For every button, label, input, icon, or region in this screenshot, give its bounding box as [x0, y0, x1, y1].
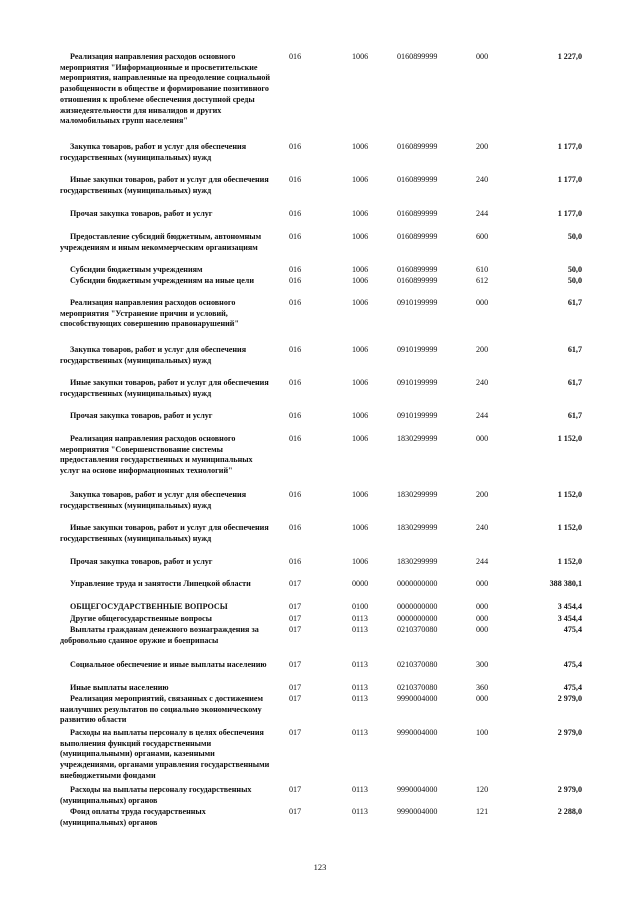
row-name: Управление труда и занятости Липецкой области [70, 579, 251, 588]
code-cs: 0160899999 [397, 52, 438, 61]
row-amount: 1 152,0 [557, 434, 582, 443]
row-name: Фонд оплаты труда государственных (муниципальных) органов [60, 807, 206, 827]
code-rz: 0113 [352, 728, 368, 737]
code-cs: 0000000000 [397, 579, 438, 588]
row-amount: 1 152,0 [557, 523, 582, 532]
code-cs: 1830299999 [397, 434, 438, 443]
code-rz: 0113 [352, 683, 368, 692]
code-ved: 016 [289, 265, 302, 274]
row-name: Реализация направления расходов основного мероприятия "Совершенствование системы предоставления государственных и муниципальных услуг на основе информационных технологий" [60, 434, 253, 476]
code-ved: 016 [289, 345, 302, 354]
code-ved: 016 [289, 378, 302, 387]
code-ved: 017 [289, 579, 302, 588]
code-rz: 1006 [352, 276, 369, 285]
code-rz: 1006 [352, 52, 369, 61]
code-rz: 1006 [352, 557, 369, 566]
code-vr: 200 [476, 345, 489, 354]
code-vr: 200 [476, 490, 489, 499]
row-amount: 50,0 [567, 276, 582, 285]
code-rz: 1006 [352, 265, 369, 274]
code-cs: 0160899999 [397, 276, 438, 285]
code-ved: 017 [289, 683, 302, 692]
row-amount: 61,7 [567, 411, 582, 420]
row-name: Закупка товаров, работ и услуг для обеспечения государственных (муниципальных) нужд [60, 490, 247, 510]
code-cs: 0000000000 [397, 602, 438, 611]
row-amount: 475,4 [563, 683, 582, 692]
row-name: Иные выплаты населению [70, 683, 169, 692]
code-rz: 1006 [352, 411, 369, 420]
code-cs: 0910199999 [397, 298, 438, 307]
code-vr: 610 [476, 265, 489, 274]
code-vr: 244 [476, 557, 489, 566]
code-ved: 016 [289, 232, 302, 241]
row-amount: 61,7 [567, 378, 582, 387]
row-amount: 475,4 [563, 660, 582, 669]
code-ved: 016 [289, 557, 302, 566]
row-amount: 2 288,0 [557, 807, 582, 816]
code-ved: 017 [289, 614, 302, 623]
code-ved: 016 [289, 52, 302, 61]
code-ved: 017 [289, 602, 302, 611]
row-name: Расходы на выплаты персоналу в целях обеспечения выполнения функций государственными (муниципальными) органами, казенными учреждениями, органами управления государственными внебюджетными фондами [60, 728, 270, 780]
code-rz: 1006 [352, 434, 369, 443]
row-amount: 1 227,0 [557, 52, 582, 61]
row-name: Прочая закупка товаров, работ и услуг [70, 557, 213, 566]
row-amount: 3 454,4 [557, 614, 582, 623]
code-vr: 000 [476, 625, 489, 634]
code-rz: 0113 [352, 660, 368, 669]
code-ved: 016 [289, 411, 302, 420]
row-amount: 1 177,0 [557, 142, 582, 151]
row-amount: 2 979,0 [557, 728, 582, 737]
code-cs: 0160899999 [397, 232, 438, 241]
row-name: Иные закупки товаров, работ и услуг для обеспечения государственных (муниципальных) нужд [60, 523, 269, 543]
code-cs: 0910199999 [397, 378, 438, 387]
row-name: Иные закупки товаров, работ и услуг для обеспечения государственных (муниципальных) нужд [60, 175, 269, 195]
row-name: Субсидии бюджетным учреждениям на иные цели [70, 276, 255, 285]
code-rz: 0113 [352, 807, 368, 816]
code-ved: 017 [289, 660, 302, 669]
code-cs: 0210370080 [397, 683, 438, 692]
code-rz: 1006 [352, 378, 369, 387]
code-cs: 9990004000 [397, 807, 438, 816]
row-name: Реализация направления расходов основного мероприятия "Информационные и просветительские мероприятия, направленные на преодоление социальной разобщенности в обществе и формирование позитивного отношения к проблеме обеспечения доступной среды жизнедеятельности для инвалидов и других маломобильных групп населения" [60, 52, 271, 126]
row-amount: 50,0 [567, 232, 582, 241]
code-vr: 240 [476, 378, 489, 387]
code-ved: 016 [289, 490, 302, 499]
code-ved: 016 [289, 523, 302, 532]
row-name: Предоставление субсидий бюджетным, автономным учреждениям и иным некоммерческим организациям [60, 232, 262, 252]
code-cs: 0160899999 [397, 265, 438, 274]
code-rz: 1006 [352, 142, 369, 151]
code-vr: 121 [476, 807, 489, 816]
code-vr: 200 [476, 142, 489, 151]
code-ved: 017 [289, 625, 302, 634]
code-vr: 100 [476, 728, 489, 737]
row-amount: 475,4 [563, 625, 582, 634]
code-rz: 1006 [352, 232, 369, 241]
code-cs: 0210370080 [397, 625, 438, 634]
row-amount: 1 152,0 [557, 490, 582, 499]
code-cs: 9990004000 [397, 728, 438, 737]
code-vr: 120 [476, 785, 489, 794]
row-amount: 50,0 [567, 265, 582, 274]
code-rz: 0113 [352, 785, 368, 794]
code-rz: 0113 [352, 625, 368, 634]
code-ved: 017 [289, 694, 302, 703]
code-rz: 1006 [352, 345, 369, 354]
row-amount: 388 380,1 [549, 579, 582, 588]
code-ved: 016 [289, 276, 302, 285]
code-vr: 000 [476, 434, 489, 443]
code-cs: 0910199999 [397, 411, 438, 420]
code-vr: 240 [476, 523, 489, 532]
code-cs: 0160899999 [397, 175, 438, 184]
code-vr: 244 [476, 411, 489, 420]
code-cs: 1830299999 [397, 557, 438, 566]
row-amount: 2 979,0 [557, 785, 582, 794]
code-cs: 1830299999 [397, 490, 438, 499]
code-rz: 1006 [352, 209, 369, 218]
row-amount: 1 177,0 [557, 209, 582, 218]
code-ved: 017 [289, 807, 302, 816]
code-cs: 0210370080 [397, 660, 438, 669]
code-cs: 9990004000 [397, 785, 438, 794]
code-rz: 0113 [352, 614, 368, 623]
code-vr: 600 [476, 232, 489, 241]
code-ved: 017 [289, 785, 302, 794]
code-cs: 0160899999 [397, 209, 438, 218]
row-amount: 61,7 [567, 298, 582, 307]
code-rz: 0113 [352, 694, 368, 703]
row-amount: 1 152,0 [557, 557, 582, 566]
row-name: ОБЩЕГОСУДАРСТВЕННЫЕ ВОПРОСЫ [70, 602, 228, 611]
code-rz: 0000 [352, 579, 369, 588]
code-ved: 016 [289, 434, 302, 443]
code-vr: 360 [476, 683, 489, 692]
row-name: Иные закупки товаров, работ и услуг для обеспечения государственных (муниципальных) нужд [60, 378, 269, 398]
code-cs: 0910199999 [397, 345, 438, 354]
code-ved: 017 [289, 728, 302, 737]
code-vr: 612 [476, 276, 489, 285]
row-amount: 61,7 [567, 345, 582, 354]
code-ved: 016 [289, 142, 302, 151]
row-amount: 1 177,0 [557, 175, 582, 184]
code-cs: 0000000000 [397, 614, 438, 623]
code-vr: 000 [476, 602, 489, 611]
code-cs: 1830299999 [397, 523, 438, 532]
code-ved: 016 [289, 298, 302, 307]
row-name: Другие общегосударственные вопросы [70, 614, 212, 623]
code-ved: 016 [289, 209, 302, 218]
code-vr: 000 [476, 579, 489, 588]
code-vr: 000 [476, 694, 489, 703]
code-vr: 244 [476, 209, 489, 218]
row-name: Реализация мероприятий, связанных с достижением наилучших результатов по социально экономическому развитию области [60, 694, 264, 725]
row-name: Закупка товаров, работ и услуг для обеспечения государственных (муниципальных) нужд [60, 142, 247, 162]
page-number: 123 [313, 862, 327, 872]
row-amount: 3 454,4 [557, 602, 582, 611]
code-cs: 0160899999 [397, 142, 438, 151]
code-vr: 300 [476, 660, 489, 669]
row-name: Реализация направления расходов основного мероприятия "Устранение причин и условий, способствующих совершению правонарушений" [60, 298, 239, 329]
code-vr: 000 [476, 52, 489, 61]
code-rz: 1006 [352, 298, 369, 307]
row-name: Субсидии бюджетным учреждениям [70, 265, 203, 274]
code-rz: 0100 [352, 602, 369, 611]
code-rz: 1006 [352, 490, 369, 499]
row-name: Расходы на выплаты персоналу государственных (муниципальных) органов [60, 785, 252, 805]
row-name: Выплаты гражданам денежного вознаграждения за добровольно сданное оружие и боеприпасы [60, 625, 259, 645]
row-name: Закупка товаров, работ и услуг для обеспечения государственных (муниципальных) нужд [60, 345, 247, 365]
row-amount: 2 979,0 [557, 694, 582, 703]
row-name: Социальное обеспечение и иные выплаты населению [70, 660, 267, 669]
code-cs: 9990004000 [397, 694, 438, 703]
row-name: Прочая закупка товаров, работ и услуг [70, 411, 213, 420]
code-vr: 000 [476, 298, 489, 307]
code-ved: 016 [289, 175, 302, 184]
code-vr: 240 [476, 175, 489, 184]
row-name: Прочая закупка товаров, работ и услуг [70, 209, 213, 218]
code-rz: 1006 [352, 175, 369, 184]
code-vr: 000 [476, 614, 489, 623]
code-rz: 1006 [352, 523, 369, 532]
